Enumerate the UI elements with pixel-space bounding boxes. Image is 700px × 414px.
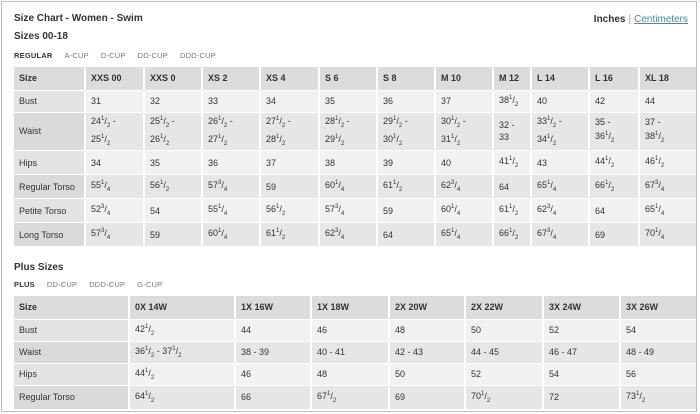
standard-header-s-6: S 6 <box>319 67 377 90</box>
cup-tabs-plus <box>14 280 174 289</box>
table-cell: 35 - $36^1/_2$ <box>589 112 639 151</box>
table-cell: $27^1/_2$ - $28^1/_2$ <box>260 112 319 151</box>
plus-row-label-hips: Hips <box>14 363 129 385</box>
table-row <box>14 385 697 409</box>
table-cell: 44 <box>639 90 697 112</box>
plus-header-2x-20w: 2X 20W <box>389 296 465 319</box>
standard-header-m-12: M 12 <box>493 67 531 90</box>
table-cell: $33^1/_2$ - $34^1/_2$ <box>531 112 589 151</box>
table-cell: 50 <box>465 319 543 341</box>
size-chart-frame <box>1 1 697 412</box>
section-title-standard: Sizes 00-18 <box>14 31 68 42</box>
table-cell: 59 <box>377 199 435 223</box>
table-cell: $29^1/_2$ - $30^1/_2$ <box>377 112 435 151</box>
plus-header-row <box>14 296 697 319</box>
table-cell: $42^1/_2$ <box>129 319 235 341</box>
table-cell: $67^3/_4$ <box>531 223 589 247</box>
unit-toggle <box>594 14 688 25</box>
table-cell: $44^1/_2$ <box>129 363 235 385</box>
standard-header-l-16: L 16 <box>589 67 639 90</box>
table-cell: 32 <box>144 90 202 112</box>
table-cell: 36 <box>202 151 260 175</box>
table-cell: $65^1/_4$ <box>639 199 697 223</box>
standard-header-row <box>14 67 697 90</box>
table-cell: 52 <box>543 319 620 341</box>
unit-separator: | <box>628 14 632 25</box>
table-cell: 69 <box>389 385 465 409</box>
table-cell: 38 - 39 <box>235 341 311 363</box>
table-cell: 34 <box>260 90 319 112</box>
table-cell: 48 <box>311 363 389 385</box>
size-table-plus <box>14 296 697 410</box>
table-cell: 46 - 47 <box>543 341 620 363</box>
plus-header-1x-18w: 1X 18W <box>311 296 389 319</box>
table-cell: 43 <box>531 151 589 175</box>
standard-row-label-long-torso: Long Torso <box>14 223 85 247</box>
standard-header-xs-2: XS 2 <box>202 67 260 90</box>
standard-tab-d-cup[interactable]: D-CUP <box>100 51 126 60</box>
table-cell: $65^1/_4$ <box>435 223 493 247</box>
table-cell: $46^1/_2$ <box>639 151 697 175</box>
table-cell: 59 <box>144 223 202 247</box>
table-row <box>14 90 697 112</box>
plus-tab-ddd-cup[interactable]: DDD-CUP <box>89 280 126 289</box>
standard-row-label-waist: Waist <box>14 112 85 151</box>
table-cell: $60^1/_4$ <box>435 199 493 223</box>
table-cell: 35 <box>319 90 377 112</box>
table-row <box>14 175 697 199</box>
table-cell: $66^1/_2$ <box>493 223 531 247</box>
table-cell: 35 <box>144 151 202 175</box>
table-cell: 37 <box>435 90 493 112</box>
table-cell: 36 <box>377 90 435 112</box>
table-cell: 54 <box>543 363 620 385</box>
table-cell: $28^1/_2$ - $29^1/_2$ <box>319 112 377 151</box>
plus-row-label-waist: Waist <box>14 341 129 363</box>
table-cell: $57^3/_4$ <box>202 175 260 199</box>
table-cell: 40 - 41 <box>311 341 389 363</box>
table-cell: 40 <box>531 90 589 112</box>
standard-row-label-petite-torso: Petite Torso <box>14 199 85 223</box>
table-cell: $60^1/_4$ <box>319 175 377 199</box>
table-cell: $44^1/_2$ <box>589 151 639 175</box>
plus-header-3x-26w: 3X 26W <box>620 296 697 319</box>
table-row <box>14 319 697 341</box>
unit-inches[interactable]: Inches <box>593 14 626 25</box>
table-cell: $56^1/_2$ <box>144 175 202 199</box>
plus-tab-dd-cup[interactable]: DD-CUP <box>46 280 78 289</box>
standard-header-xs-4: XS 4 <box>260 67 319 90</box>
table-cell: 56 <box>620 363 697 385</box>
standard-header-xxs-00: XXS 00 <box>85 67 144 90</box>
unit-centimeters-link[interactable]: Centimeters <box>634 14 688 25</box>
table-cell: 33 <box>202 90 260 112</box>
table-cell: $55^1/_4$ <box>202 199 260 223</box>
plus-header-size: Size <box>14 296 129 319</box>
table-cell: $36^1/_2 - 37^1/_2$ <box>129 341 235 363</box>
standard-header-xl-18: XL 18 <box>639 67 697 90</box>
table-cell: $30^1/_2$ - $31^1/_2$ <box>435 112 493 151</box>
table-cell: 32 - 33 <box>493 112 531 151</box>
table-cell: 40 <box>435 151 493 175</box>
cup-tabs-standard <box>14 51 228 60</box>
section-title-plus: Plus Sizes <box>14 262 64 273</box>
standard-header-size: Size <box>14 67 85 90</box>
table-cell: 44 <box>235 319 311 341</box>
table-cell: $70^1/_2$ <box>465 385 543 409</box>
table-cell: $73^1/_2$ <box>620 385 697 409</box>
table-cell: $70^1/_4$ <box>639 223 697 247</box>
standard-row-label-regular-torso: Regular Torso <box>14 175 85 199</box>
table-cell: 64 <box>377 223 435 247</box>
table-cell: 48 <box>389 319 465 341</box>
table-cell: 48 - 49 <box>620 341 697 363</box>
table-cell: 42 <box>589 90 639 112</box>
table-cell: $57^3/_4$ <box>85 223 144 247</box>
table-cell: 38 <box>319 151 377 175</box>
table-cell: 31 <box>85 90 144 112</box>
table-cell: 66 <box>235 385 311 409</box>
table-cell: $62^3/_4$ <box>531 199 589 223</box>
table-cell: 46 <box>311 319 389 341</box>
table-cell: $61^1/_2$ <box>493 199 531 223</box>
standard-tab-a-cup[interactable]: A-CUP <box>64 51 89 60</box>
table-cell: 46 <box>235 363 311 385</box>
plus-row-label-regular-torso: Regular Torso <box>14 385 129 409</box>
table-cell: 59 <box>260 175 319 199</box>
page-title: Size Chart - Women - Swim <box>14 13 143 24</box>
table-cell: $66^1/_2$ <box>589 175 639 199</box>
standard-tab-regular[interactable]: REGULAR <box>14 51 53 60</box>
table-cell: $67^3/_4$ <box>639 175 697 199</box>
table-cell: $64^1/_2$ <box>129 385 235 409</box>
table-cell: $60^1/_4$ <box>202 223 260 247</box>
standard-header-m-10: M 10 <box>435 67 493 90</box>
table-cell: $52^3/_4$ <box>85 199 144 223</box>
table-cell: 64 <box>589 199 639 223</box>
table-row <box>14 223 697 247</box>
table-row <box>14 363 697 385</box>
table-cell: $55^1/_4$ <box>85 175 144 199</box>
standard-row-label-bust: Bust <box>14 90 85 112</box>
plus-header-3x-24w: 3X 24W <box>543 296 620 319</box>
table-cell: 64 <box>493 175 531 199</box>
table-cell: $41^1/_2$ <box>493 151 531 175</box>
table-cell: 44 - 45 <box>465 341 543 363</box>
table-cell: 52 <box>465 363 543 385</box>
table-cell: $61^1/_2$ <box>377 175 435 199</box>
table-cell: 42 - 43 <box>389 341 465 363</box>
plus-row-label-bust: Bust <box>14 319 129 341</box>
table-cell: $38^1/_2$ <box>493 90 531 112</box>
table-cell: 37 <box>260 151 319 175</box>
size-table-standard <box>14 67 697 247</box>
standard-header-xxs-0: XXS 0 <box>144 67 202 90</box>
table-cell: $65^1/_4$ <box>531 175 589 199</box>
plus-tab-plus[interactable]: PLUS <box>14 280 35 289</box>
table-cell: $26^1/_2$ - $27^1/_2$ <box>202 112 260 151</box>
table-row <box>14 341 697 363</box>
standard-header-l-14: L 14 <box>531 67 589 90</box>
plus-header-0x-14w: 0X 14W <box>129 296 235 319</box>
table-cell: 34 <box>85 151 144 175</box>
plus-header-1x-16w: 1X 16W <box>235 296 311 319</box>
table-row <box>14 151 697 175</box>
standard-header-s-8: S 8 <box>377 67 435 90</box>
table-cell: $61^1/_2$ <box>260 223 319 247</box>
table-row <box>14 112 697 151</box>
standard-tab-ddd-cup[interactable]: DDD-CUP <box>179 51 216 60</box>
table-cell: $56^1/_2$ <box>260 199 319 223</box>
table-cell: 54 <box>144 199 202 223</box>
table-cell: 39 <box>377 151 435 175</box>
table-cell: 54 <box>620 319 697 341</box>
table-cell: $57^3/_4$ <box>319 199 377 223</box>
plus-header-2x-22w: 2X 22W <box>465 296 543 319</box>
table-cell: $25^1/_2$ - $26^1/_2$ <box>144 112 202 151</box>
table-cell: $62^3/_4$ <box>319 223 377 247</box>
table-cell: 69 <box>589 223 639 247</box>
table-cell: 50 <box>389 363 465 385</box>
plus-tab-g-cup[interactable]: G-CUP <box>137 280 163 289</box>
table-cell: $62^3/_4$ <box>435 175 493 199</box>
table-row <box>14 199 697 223</box>
table-cell: 37 - $38^1/_2$ <box>639 112 697 151</box>
table-cell: $67^1/_2$ <box>311 385 389 409</box>
standard-row-label-hips: Hips <box>14 151 85 175</box>
table-cell: $24^1/_2$ - $25^1/_2$ <box>85 112 144 151</box>
table-cell: 72 <box>543 385 620 409</box>
standard-tab-dd-cup[interactable]: DD-CUP <box>137 51 168 60</box>
